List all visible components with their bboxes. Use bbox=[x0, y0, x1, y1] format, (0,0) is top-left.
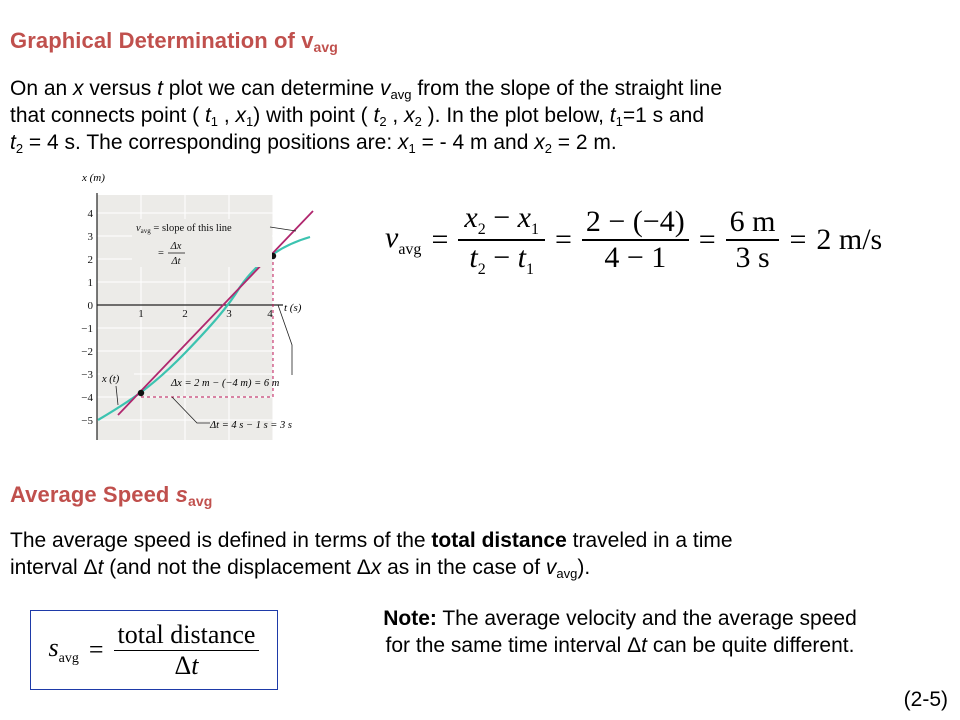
svg-text:vavg = slope of this line: vavg = slope of this line bbox=[136, 223, 232, 235]
speed-eq-lhs: $s_{avg}$ bbox=[48, 632, 79, 667]
point-t1 bbox=[138, 390, 144, 396]
average-velocity-equation bbox=[385, 200, 882, 280]
svg-text:Δx: Δx bbox=[170, 241, 182, 252]
speed-line-2: interval Δt (and not the displacement Δx as in the case of $v_{avg}$). bbox=[10, 556, 591, 581]
x-axis-label: t (s) bbox=[284, 302, 302, 314]
fraction-1: $\frac{x_2 - x_1}{t_2 - t_1}$ bbox=[458, 201, 545, 279]
page-title: Graphical Determination of $v_{avg}$ bbox=[10, 28, 338, 55]
intro-line-3: $t_2 = 4$ s. The corresponding positions are: $x_1$ = - 4 m and $x_2 = 2$ m. bbox=[10, 131, 617, 156]
delta-x-label: Δx = 2 m − (−4 m) = 6 m bbox=[171, 378, 280, 389]
y-tick: −3 bbox=[81, 369, 93, 381]
intro-paragraph bbox=[10, 75, 950, 156]
position-time-graph bbox=[60, 165, 320, 445]
eq-equals-1: = bbox=[431, 223, 449, 256]
eq-equals-2: = bbox=[554, 223, 572, 256]
fraction-3: $\frac{6 m}{3 s}$ bbox=[726, 205, 780, 275]
speed-eq-equals: = bbox=[88, 635, 104, 664]
delta-t-label: Δt = 4 s − 1 s = 3 s bbox=[210, 420, 292, 431]
speed-line-1: The average speed is defined in terms of the total distance traveled in a time bbox=[10, 529, 733, 552]
x-tick: 2 bbox=[182, 308, 188, 320]
y-tick: −4 bbox=[81, 392, 93, 404]
y-tick: 2 bbox=[87, 254, 93, 266]
y-tick: −2 bbox=[81, 346, 93, 358]
y-tick: −1 bbox=[81, 323, 93, 335]
slope-annotation bbox=[132, 219, 272, 267]
curve-label: x (t) bbox=[102, 374, 120, 385]
eq-lhs: $v_{avg}$ bbox=[385, 221, 422, 258]
x-tick: 1 bbox=[138, 308, 144, 320]
eq-equals-3: = bbox=[698, 223, 716, 256]
y-tick: −5 bbox=[81, 415, 93, 427]
page-number: (2-5) bbox=[903, 688, 948, 711]
fraction-2: $\frac{2 - (-4)}{4 - 1}$ bbox=[582, 205, 689, 275]
y-tick: 4 bbox=[87, 208, 93, 220]
svg-text:=: = bbox=[158, 248, 164, 259]
y-tick: 0 bbox=[87, 300, 93, 312]
average-speed-formula-box bbox=[30, 610, 278, 690]
note-line-1: Note: The average velocity and the average speed bbox=[383, 607, 857, 630]
average-speed-heading: Average Speed $s_{avg}$ bbox=[10, 482, 213, 509]
note-paragraph bbox=[290, 605, 950, 659]
note-line-2: for the same time interval Δt can be quite different. bbox=[385, 634, 855, 657]
eq-result: 2 m/s bbox=[816, 223, 883, 256]
speed-eq-fraction: total distance Δt bbox=[114, 620, 260, 681]
intro-line-2: that connects point ( $t_1$ , $x_1$) with point ( $t_2$ , $x_2$ ). In the plot below, $t_1=1$ s and bbox=[10, 104, 705, 129]
y-tick: 3 bbox=[87, 231, 93, 243]
y-axis-label: x (m) bbox=[82, 172, 105, 184]
eq-equals-4: = bbox=[789, 223, 807, 256]
x-tick: 4 bbox=[267, 308, 273, 320]
x-tick: 3 bbox=[226, 308, 232, 320]
average-speed-paragraph bbox=[10, 527, 950, 581]
y-tick: 1 bbox=[87, 277, 93, 289]
svg-text:Δt: Δt bbox=[171, 256, 181, 267]
intro-line-1: On an x versus t plot we can determine $v_{avg}$ from the slope of the straight line bbox=[10, 77, 723, 102]
